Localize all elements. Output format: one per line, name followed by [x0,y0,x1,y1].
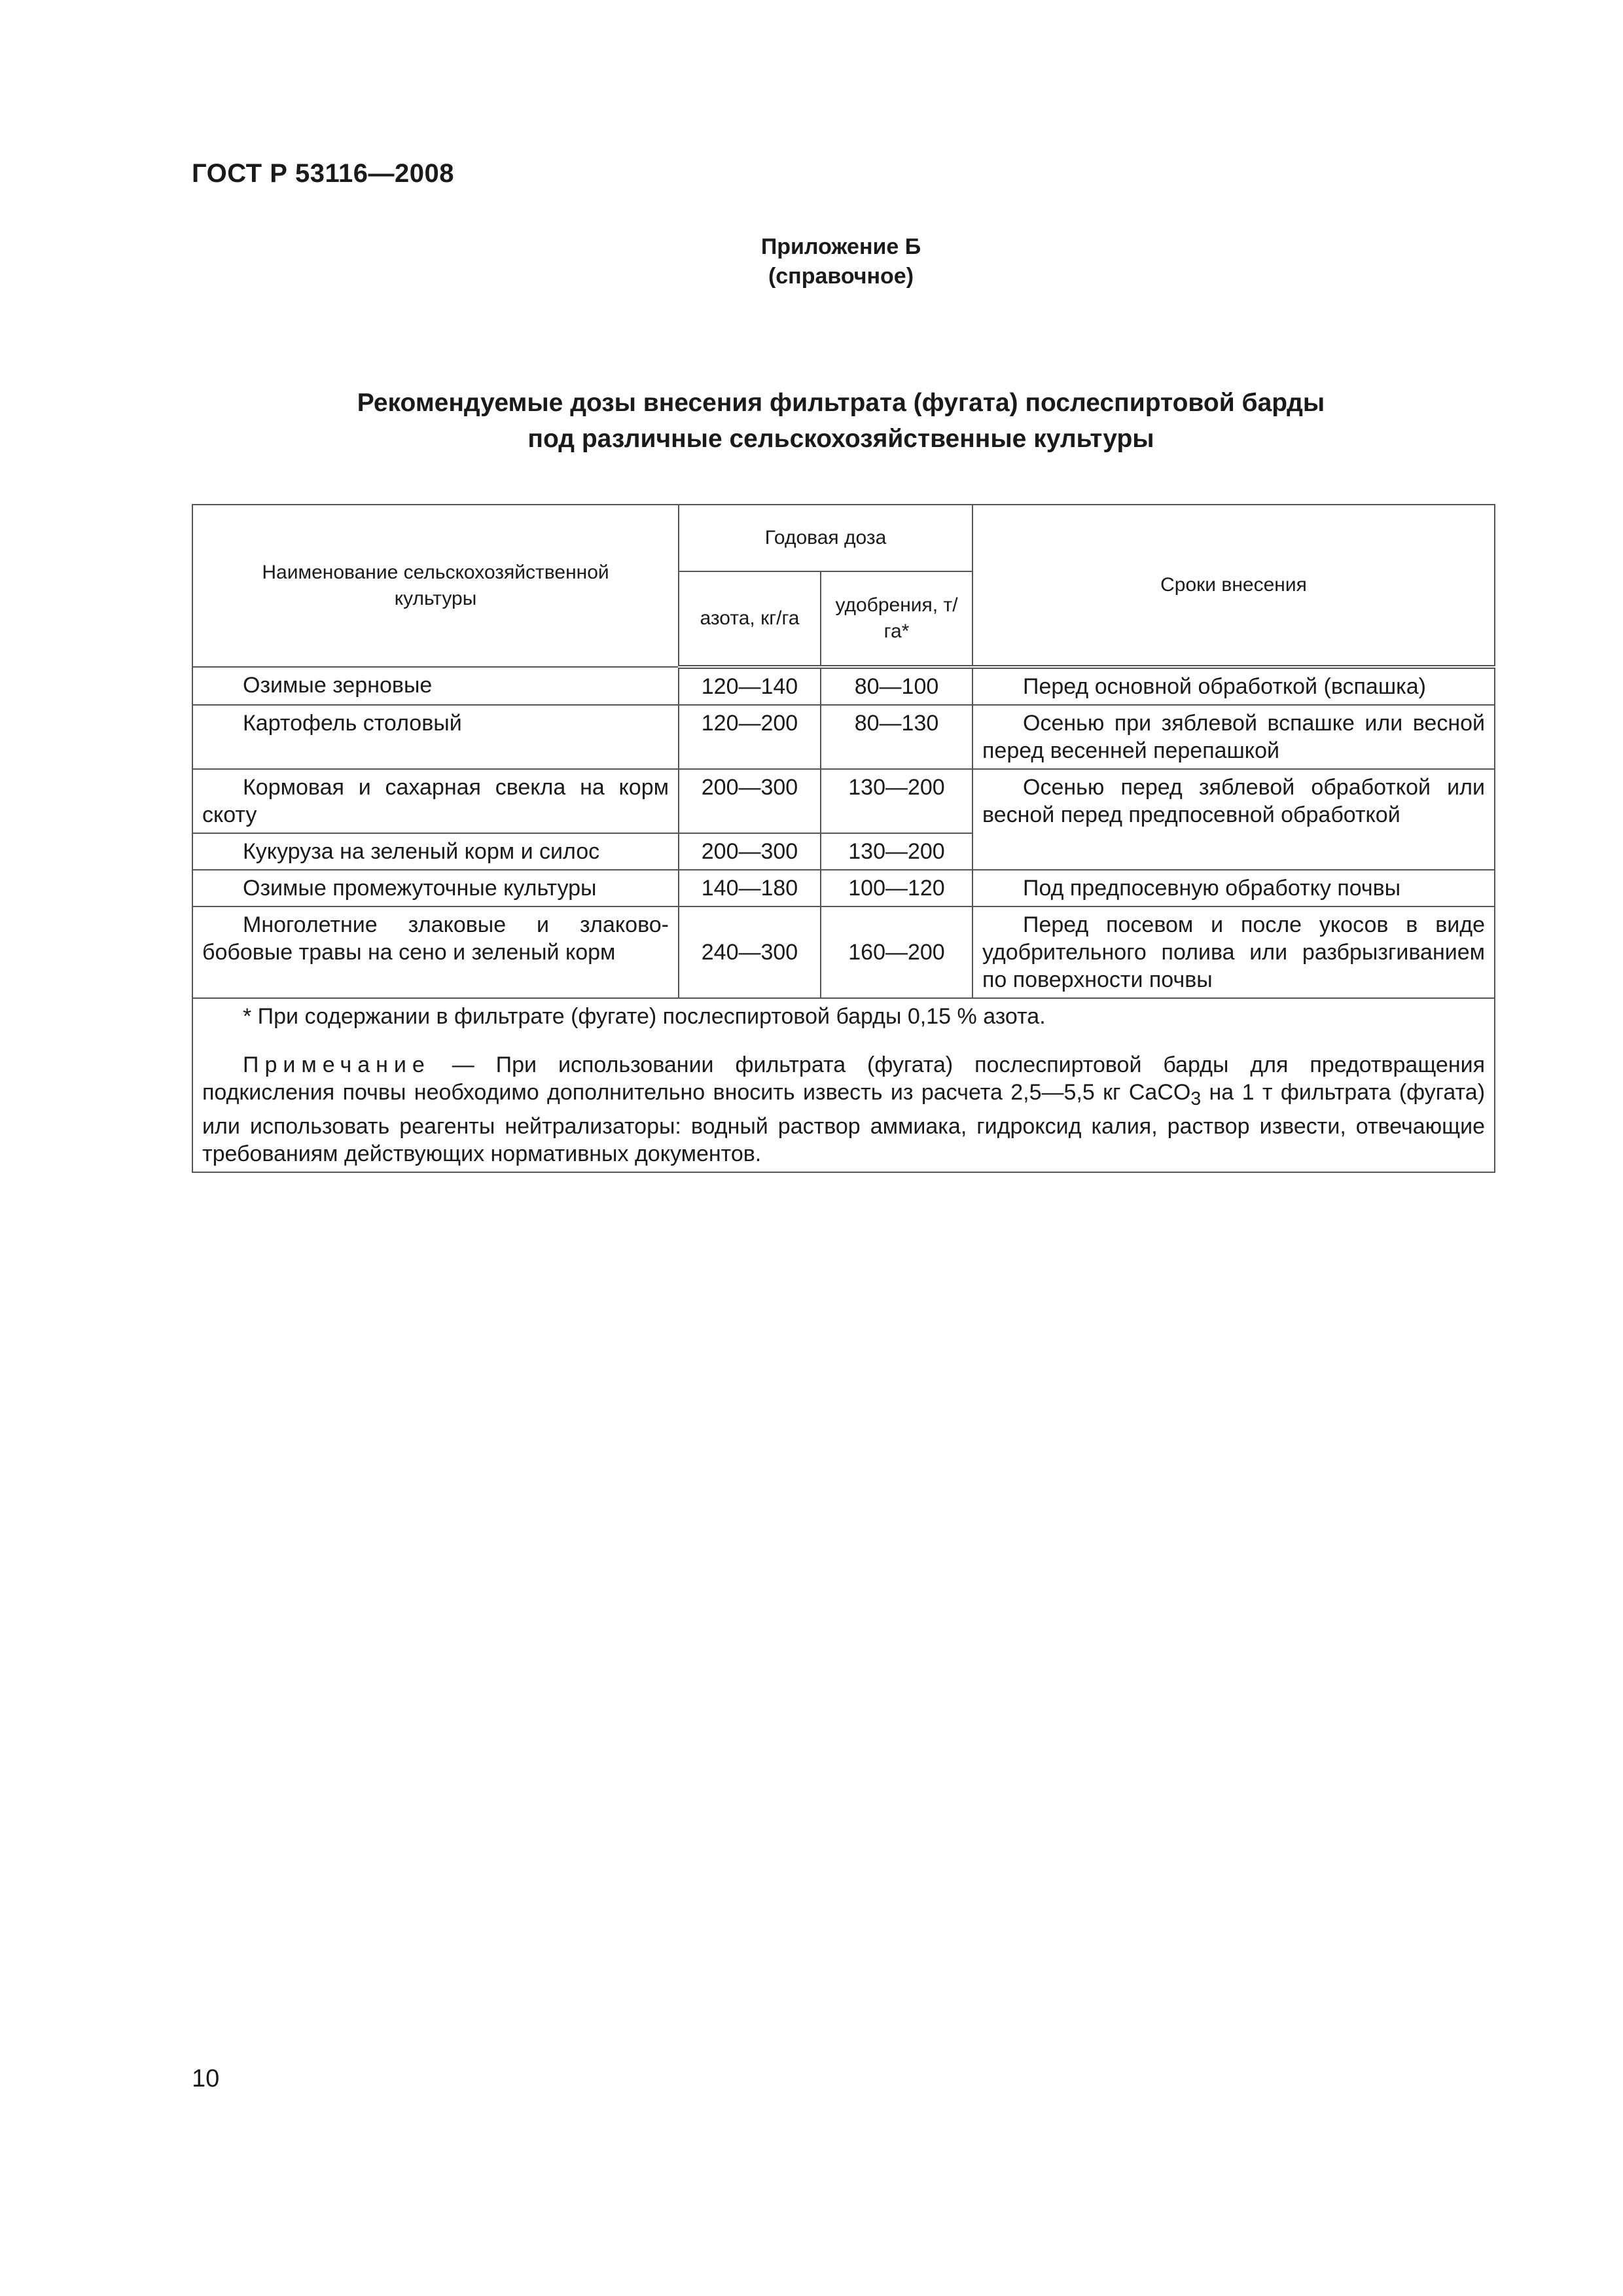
table-row [192,705,1495,769]
crop-cell: Кормовая и сахарная свекла на корм скоту [192,769,679,833]
nitrogen-cell: 240—300 [679,906,821,998]
note-text-part2: на 1 т фильтрата (фугата) или использовать реагенты нейтрализаторы: водный раствор аммиака, гидроксид калия, раствор извести, отвечающие требованиям действующих нормативных документов. [202,1080,1486,1166]
title-line-2: под различные сельскохозяйственные культуры [527,425,1154,453]
fertilizer-cell: 80—100 [821,667,972,705]
table-row [192,769,1495,833]
document-title [0,385,1623,457]
title-line-1: Рекомендуемые дозы внесения фильтрата (фугата) послеспиртовой барды [357,389,1325,417]
timing-cell: Осенью перед зяблевой обработкой или весной перед предпосевной обработкой [972,769,1495,870]
fertilizer-cell: 160—200 [821,906,972,998]
header-nitrogen: азота, кг/га [679,571,821,667]
fertilizer-cell: 130—200 [821,769,972,833]
timing-cell: Перед основной обработкой (вспашка) [972,667,1495,705]
table-row [192,906,1495,998]
timing-cell: Перед посевом и после укосов в виде удобрительного полива или разбрызгиванием по поверхности почвы [972,906,1495,998]
header-timing: Сроки внесения [972,505,1495,667]
note-label: Примечание [243,1052,431,1077]
notes-cell [192,998,1495,1172]
table-notes-row [192,998,1495,1172]
timing-cell: Осенью при зяблевой вспашке или весной перед весенней перепашкой [972,705,1495,769]
crop-cell: Озимые зерновые [192,667,679,705]
note [202,1051,1485,1168]
nitrogen-cell: 200—300 [679,769,821,833]
table-row [192,667,1495,705]
nitrogen-cell: 120—200 [679,705,821,769]
annex-heading [0,232,1623,291]
nitrogen-cell: 140—180 [679,870,821,906]
header-fertilizer: удобрения, т/га* [821,571,972,667]
doses-table [192,504,1495,1173]
header-annual-dose: Годовая доза [679,505,972,571]
note-subscript: 3 [1190,1088,1202,1109]
nitrogen-cell: 200—300 [679,833,821,870]
document-code: ГОСТ Р 53116—2008 [192,159,454,188]
annex-name: Приложение Б [760,234,921,259]
crop-cell: Многолетние злаковые и злаково-бобовые травы на сено и зеленый корм [192,906,679,998]
note-text-part1: — При использовании фильтрата (фугата) послеспиртовой барды для предотвращения подкисления почвы необходимо дополнительно вносить известь из расчета 2,5—5,5 кг CaCO [202,1052,1485,1105]
fertilizer-cell: 80—130 [821,705,972,769]
page-number: 10 [192,2065,220,2092]
crop-cell: Картофель столовый [192,705,679,769]
footnote: * При содержании в фильтрате (фугате) послеспиртовой барды 0,15 % азота. [243,1004,1046,1029]
timing-cell: Под предпосевную обработку почвы [972,870,1495,906]
table-header-row [192,505,1495,571]
fertilizer-cell: 100—120 [821,870,972,906]
nitrogen-cell: 120—140 [679,667,821,705]
fertilizer-cell: 130—200 [821,833,972,870]
crop-cell: Озимые промежуточные культуры [192,870,679,906]
table-row [192,870,1495,906]
header-crop: Наименование сельскохозяйственной культуры [192,505,679,667]
annex-kind: (справочное) [768,264,914,289]
crop-cell: Кукуруза на зеленый корм и силос [192,833,679,870]
